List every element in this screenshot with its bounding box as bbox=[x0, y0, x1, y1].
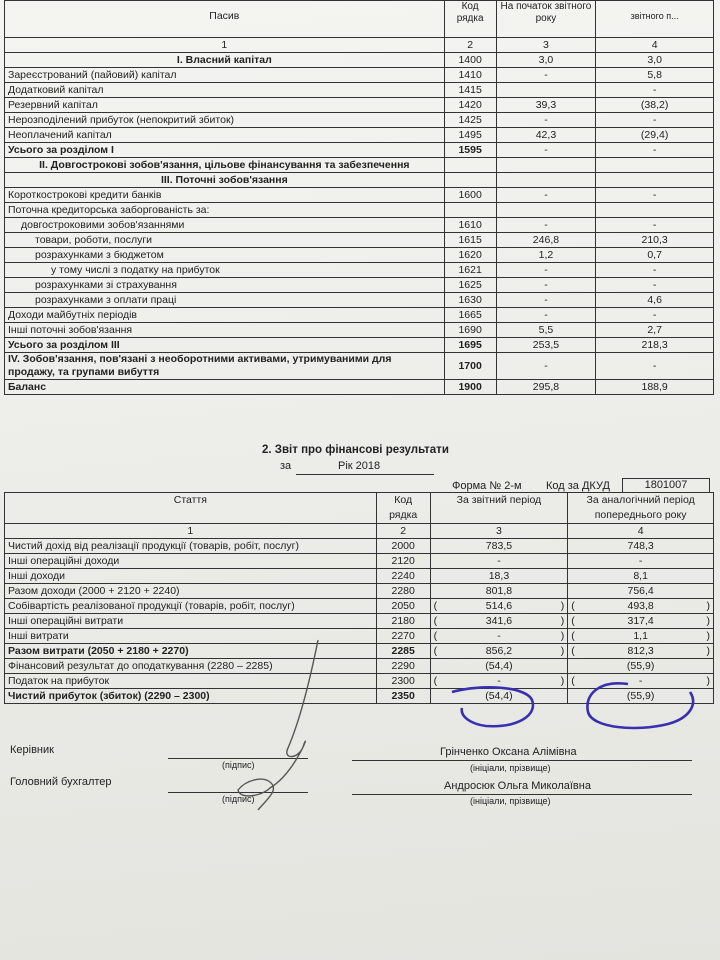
balance-row-label: II. Довгострокові зобов'язання, цільове фінансування та забезпечення bbox=[5, 158, 445, 173]
report-row-label: Фінансовий результат до оподаткування (2280 – 2285) bbox=[5, 659, 377, 674]
paren-open: ( bbox=[433, 600, 438, 612]
balance-row-label: Додатковий капітал bbox=[5, 83, 445, 98]
report-row-code: 2000 bbox=[376, 539, 430, 554]
balance-row-label: I. Власний капітал bbox=[5, 53, 445, 68]
balance-row-code: 1900 bbox=[444, 380, 496, 395]
report-title: 2. Звіт про фінансові результати bbox=[262, 444, 449, 456]
report-period-prefix: за bbox=[280, 460, 292, 472]
balance-row-start: - bbox=[496, 293, 596, 308]
balance-row-end: - bbox=[596, 218, 714, 233]
balance-row-label: III. Поточні зобов'язання bbox=[5, 173, 445, 188]
balance-row-start: - bbox=[496, 113, 596, 128]
report-row-code: 2285 bbox=[376, 644, 430, 659]
balance-row-start: 253,5 bbox=[496, 338, 596, 353]
paren-open: ( bbox=[571, 630, 575, 642]
balance-row-code: 1425 bbox=[444, 113, 496, 128]
paren-close: ) bbox=[560, 645, 565, 657]
report-row-current: 18,3 bbox=[430, 569, 568, 584]
balance-row-label: Доходи майбутніх періодів bbox=[5, 308, 445, 323]
head-name-note: (ініціали, прізвище) bbox=[470, 763, 551, 773]
balance-row-label: Зареєстрований (пайовий) капітал bbox=[5, 68, 445, 83]
paren-close: ) bbox=[560, 630, 565, 642]
report-row-label: Інші доходи bbox=[5, 569, 377, 584]
balance-row-end: 4,6 bbox=[596, 293, 714, 308]
report-row-code: 2240 bbox=[376, 569, 430, 584]
handwritten-signature bbox=[238, 640, 318, 810]
balance-row-end: 0,7 bbox=[596, 248, 714, 263]
balance-row-end: 218,3 bbox=[596, 338, 714, 353]
paren-open: ( bbox=[433, 675, 438, 687]
balance-row-code: 1420 bbox=[444, 98, 496, 113]
ink-circle-previous bbox=[587, 683, 693, 728]
paren-open: ( bbox=[571, 675, 575, 687]
balance-row-end: - bbox=[596, 353, 714, 380]
balance-row-start: - bbox=[496, 263, 596, 278]
report-row-previous: 748,3 bbox=[568, 539, 714, 554]
report-row-current: 801,8 bbox=[430, 584, 568, 599]
col-header-current: За звітний період bbox=[430, 493, 568, 524]
report-row-label: Разом доходи (2000 + 2120 + 2240) bbox=[5, 584, 377, 599]
report-row-previous: (55,9) bbox=[568, 659, 714, 674]
balance-row-label: Неоплачений капітал bbox=[5, 128, 445, 143]
paren-value: - bbox=[638, 675, 643, 687]
paren-value: 812,3 bbox=[627, 645, 654, 657]
balance-row-start: - bbox=[496, 353, 596, 380]
balance-row-start: 42,3 bbox=[496, 128, 596, 143]
head-sign-note: (підпис) bbox=[222, 760, 255, 770]
paren-open: ( bbox=[433, 630, 438, 642]
report-row-label: Разом витрати (2050 + 2180 + 2270) bbox=[5, 644, 377, 659]
report-row-label: Інші операційні витрати bbox=[5, 614, 377, 629]
paren-value: 1,1 bbox=[633, 630, 648, 642]
col-num-2: 2 bbox=[444, 38, 496, 53]
form-number: Форма № 2-м bbox=[452, 480, 522, 492]
report-row-previous: 756,4 bbox=[568, 584, 714, 599]
col-header-passive: Пасив bbox=[5, 1, 445, 38]
report-row-current: - bbox=[430, 554, 568, 569]
paren-close: ) bbox=[560, 675, 565, 687]
balance-row-label: IV. Зобов'язання, пов'язані з необоротними активами, утримуваними для продажу, та групами вибуття bbox=[5, 353, 445, 380]
report-row-label: Інші витрати bbox=[5, 629, 377, 644]
paren-close: ) bbox=[560, 615, 565, 627]
balance-row-code: 1625 bbox=[444, 278, 496, 293]
balance-row-label: Баланс bbox=[5, 380, 445, 395]
balance-row-code: 1600 bbox=[444, 188, 496, 203]
balance-row-code: 1620 bbox=[444, 248, 496, 263]
col-num-4: 4 bbox=[568, 524, 714, 539]
balance-row-end: (29,4) bbox=[596, 128, 714, 143]
report-row-label: Податок на прибуток bbox=[5, 674, 377, 689]
report-row-code: 2280 bbox=[376, 584, 430, 599]
paren-open: ( bbox=[433, 645, 438, 657]
balance-row-end: - bbox=[596, 308, 714, 323]
accountant-name-note: (ініціали, прізвище) bbox=[470, 796, 551, 806]
balance-row-code: 1415 bbox=[444, 83, 496, 98]
balance-row-label: розрахунками з оплати праці bbox=[5, 293, 445, 308]
balance-row-label: Короткострокові кредити банків bbox=[5, 188, 445, 203]
col-header-article: Стаття bbox=[5, 493, 377, 524]
balance-row-label: у тому числі з податку на прибуток bbox=[5, 263, 445, 278]
balance-row-start: 3,0 bbox=[496, 53, 596, 68]
balance-row-code: 1495 bbox=[444, 128, 496, 143]
balance-row-code: 1690 bbox=[444, 323, 496, 338]
dkud-code: 1801007 bbox=[622, 478, 710, 493]
balance-row-code: 1410 bbox=[444, 68, 496, 83]
balance-row-code: 1621 bbox=[444, 263, 496, 278]
report-row-label: Інші операційні доходи bbox=[5, 554, 377, 569]
col-header-end: звітного п... bbox=[596, 1, 714, 38]
balance-row-end: (38,2) bbox=[596, 98, 714, 113]
balance-row-end: - bbox=[596, 83, 714, 98]
balance-row-code: 1700 bbox=[444, 353, 496, 380]
report-row-code: 2120 bbox=[376, 554, 430, 569]
balance-row-start: - bbox=[496, 143, 596, 158]
report-row-code: 2270 bbox=[376, 629, 430, 644]
paren-value: 514,6 bbox=[485, 600, 513, 612]
report-row-code: 2350 bbox=[376, 689, 430, 704]
paren-close: ) bbox=[706, 615, 710, 627]
col-num-2: 2 bbox=[376, 524, 430, 539]
paren-open: ( bbox=[571, 600, 575, 612]
paren-value: 856,2 bbox=[485, 645, 513, 657]
report-row-code: 2300 bbox=[376, 674, 430, 689]
head-name: Грінченко Оксана Алімівна bbox=[440, 746, 577, 758]
accountant-sign-note: (підпис) bbox=[222, 794, 255, 804]
balance-row-end: - bbox=[596, 188, 714, 203]
balance-row-end: 3,0 bbox=[596, 53, 714, 68]
col-num-1: 1 bbox=[5, 524, 377, 539]
balance-row-label: Усього за розділом I bbox=[5, 143, 445, 158]
balance-row-end: 2,7 bbox=[596, 323, 714, 338]
report-row-current: (54,4) bbox=[430, 659, 568, 674]
paren-value: 341,6 bbox=[485, 615, 513, 627]
accountant-label: Головний бухгалтер bbox=[10, 776, 112, 788]
balance-row-code: 1695 bbox=[444, 338, 496, 353]
report-row-label: Чистий прибуток (збиток) (2290 – 2300) bbox=[5, 689, 377, 704]
head-label: Керівник bbox=[10, 744, 54, 756]
balance-row-start: - bbox=[496, 218, 596, 233]
col-header-code: Код рядка bbox=[376, 493, 430, 524]
col-num-3: 3 bbox=[496, 38, 596, 53]
report-row-current: 783,5 bbox=[430, 539, 568, 554]
paren-value: - bbox=[497, 630, 501, 642]
paren-value: 317,4 bbox=[627, 615, 654, 627]
dkud-label: Код за ДКУД bbox=[546, 480, 610, 492]
ink-circle-current bbox=[452, 687, 533, 726]
balance-row-start: - bbox=[496, 278, 596, 293]
paren-open: ( bbox=[433, 615, 438, 627]
paren-close: ) bbox=[560, 600, 565, 612]
paren-close: ) bbox=[706, 600, 710, 612]
balance-row-label: Усього за розділом III bbox=[5, 338, 445, 353]
balance-row-code: 1595 bbox=[444, 143, 496, 158]
balance-row-code: 1665 bbox=[444, 308, 496, 323]
balance-row-label: Інші поточні зобов'язання bbox=[5, 323, 445, 338]
report-period: Рік 2018 bbox=[338, 460, 381, 472]
paren-close: ) bbox=[706, 630, 710, 642]
balance-row-start: - bbox=[496, 68, 596, 83]
balance-row-end: - bbox=[596, 263, 714, 278]
balance-row-label: Нерозподілений прибуток (непокритий збиток) bbox=[5, 113, 445, 128]
col-header-start: На початок звітного року bbox=[496, 1, 596, 38]
balance-row-start: - bbox=[496, 188, 596, 203]
col-num-3: 3 bbox=[430, 524, 568, 539]
balance-row-start: 295,8 bbox=[496, 380, 596, 395]
report-row-code: 2290 bbox=[376, 659, 430, 674]
balance-row-label: Поточна кредиторська заборгованість за: bbox=[5, 203, 445, 218]
col-num-4: 4 bbox=[596, 38, 714, 53]
balance-row-start: 5,5 bbox=[496, 323, 596, 338]
balance-row-start: - bbox=[496, 308, 596, 323]
report-row-previous: 8,1 bbox=[568, 569, 714, 584]
balance-row-code: 1615 bbox=[444, 233, 496, 248]
paren-close: ) bbox=[706, 645, 710, 657]
balance-row-code: 1400 bbox=[444, 53, 496, 68]
balance-row-end: - bbox=[596, 278, 714, 293]
report-row-previous: (55,9) bbox=[568, 689, 714, 704]
report-row-label: Чистий дохід від реалізації продукції (товарів, робіт, послуг) bbox=[5, 539, 377, 554]
balance-row-code: 1630 bbox=[444, 293, 496, 308]
balance-row-start: 1,2 bbox=[496, 248, 596, 263]
report-row-previous: - bbox=[568, 554, 714, 569]
balance-row-start: 246,8 bbox=[496, 233, 596, 248]
balance-row-end: 210,3 bbox=[596, 233, 714, 248]
paren-open: ( bbox=[571, 615, 575, 627]
balance-row-end: 188,9 bbox=[596, 380, 714, 395]
col-header-code: Код рядка bbox=[444, 1, 496, 38]
balance-row-end: 5,8 bbox=[596, 68, 714, 83]
balance-row-label: розрахунками зі страхування bbox=[5, 278, 445, 293]
balance-row-end: - bbox=[596, 113, 714, 128]
paren-close: ) bbox=[706, 675, 710, 687]
report-row-label: Собівартість реалізованої продукції (товарів, робіт, послуг) bbox=[5, 599, 377, 614]
report-row-code: 2180 bbox=[376, 614, 430, 629]
balance-row-label: довгостроковими зобов'язаннями bbox=[5, 218, 445, 233]
col-header-previous: За аналогічний період попереднього року bbox=[568, 493, 714, 524]
balance-row-end: - bbox=[596, 143, 714, 158]
col-num-1: 1 bbox=[5, 38, 445, 53]
balance-row-start: 39,3 bbox=[496, 98, 596, 113]
paren-open: ( bbox=[571, 645, 575, 657]
report-row-current: (54,4) bbox=[430, 689, 568, 704]
balance-row-label: Резервний капітал bbox=[5, 98, 445, 113]
balance-row-label: товари, роботи, послуги bbox=[5, 233, 445, 248]
balance-row-code: 1610 bbox=[444, 218, 496, 233]
paren-value: 493,8 bbox=[627, 600, 654, 612]
accountant-name: Андросюк Ольга Миколаївна bbox=[444, 780, 591, 792]
paren-value: - bbox=[497, 675, 501, 687]
report-row-code: 2050 bbox=[376, 599, 430, 614]
balance-row-label: розрахунками з бюджетом bbox=[5, 248, 445, 263]
